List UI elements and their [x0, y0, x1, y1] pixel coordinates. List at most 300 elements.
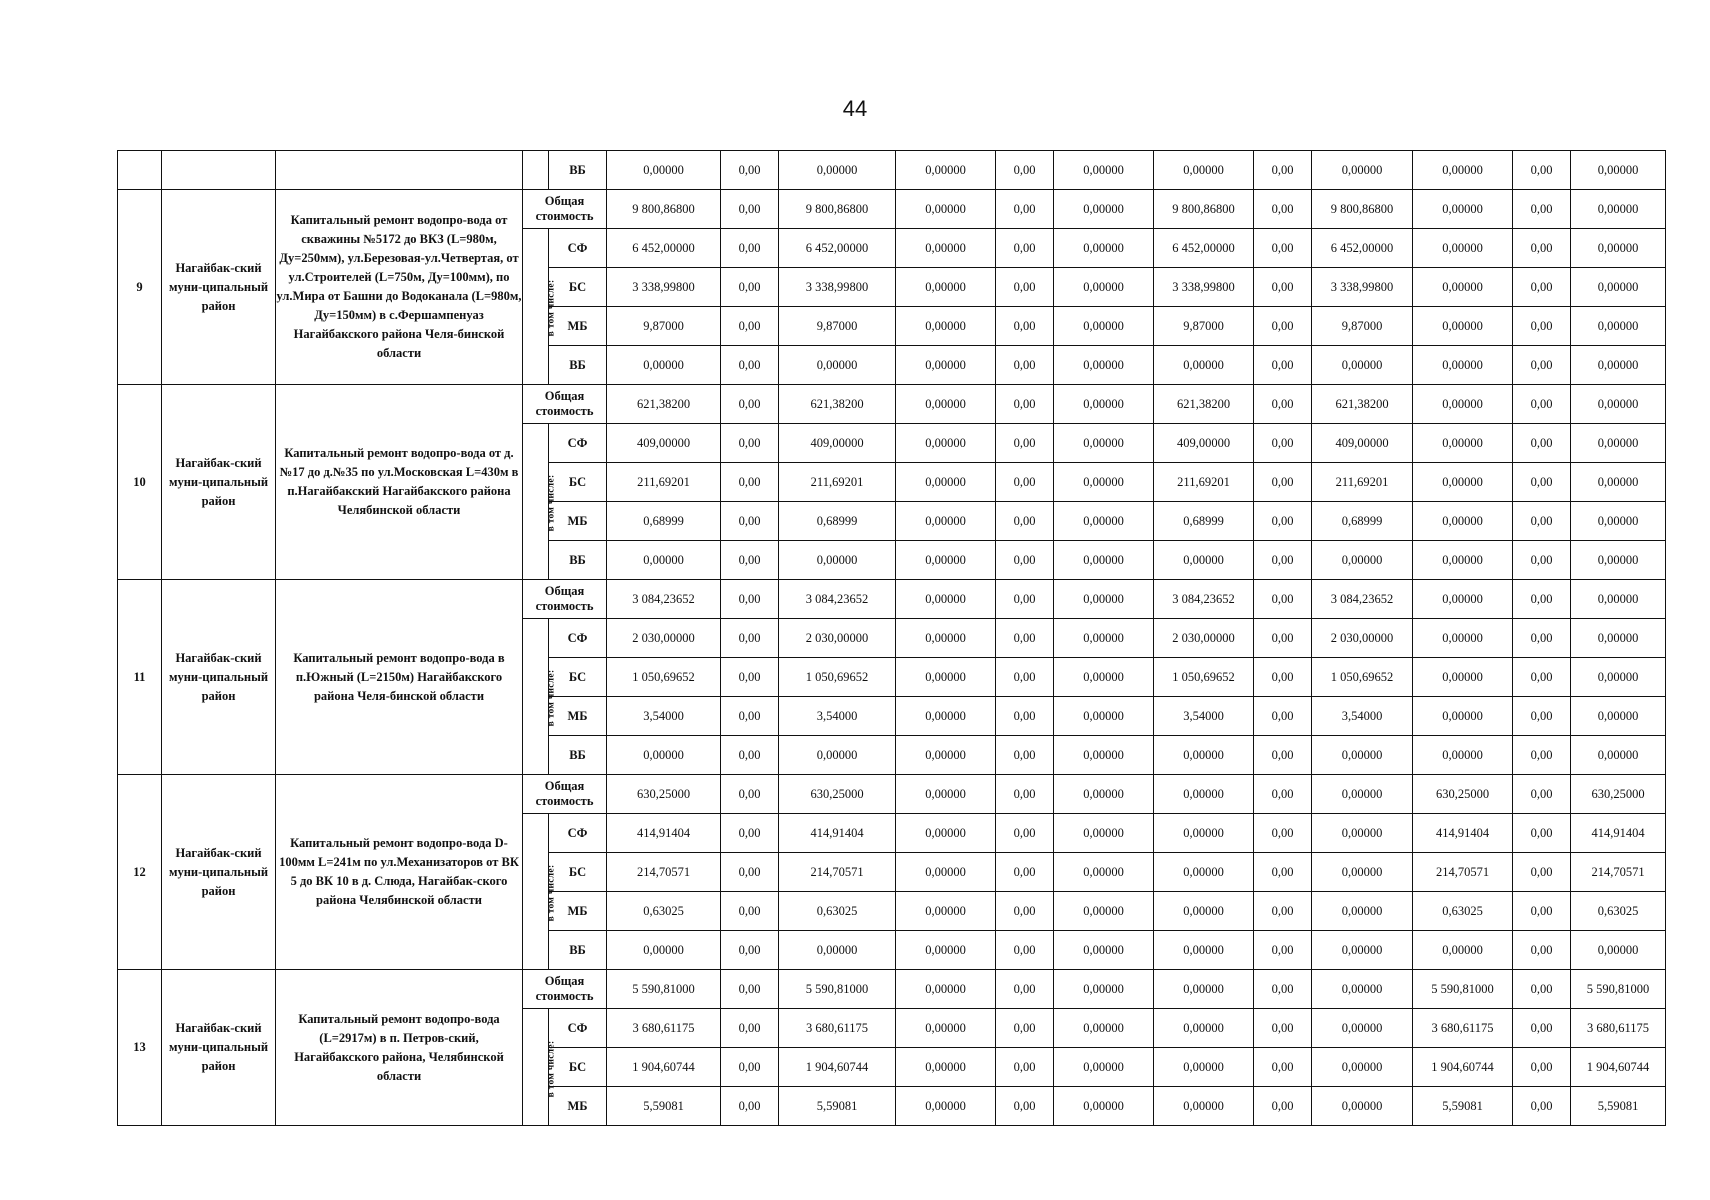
- including-label: в том числе:: [546, 669, 557, 727]
- district-name: Нагайбак-ский муни-ципальный район: [162, 190, 276, 385]
- value-cell: 0,00000: [1054, 502, 1154, 541]
- funding-source-label: МБ: [549, 1087, 607, 1126]
- value-cell: 0,00000: [1413, 697, 1513, 736]
- value-cell: 3 680,61175: [607, 1009, 721, 1048]
- empty-cell: [162, 151, 276, 190]
- value-cell: 0,00: [996, 502, 1054, 541]
- value-cell: 0,00: [1254, 619, 1312, 658]
- value-cell: 0,00000: [896, 1048, 996, 1087]
- value-cell: 0,00000: [1154, 1009, 1254, 1048]
- funding-source-label: ВБ: [549, 541, 607, 580]
- table-row: [118, 190, 1666, 229]
- including-label-cell: [523, 229, 557, 385]
- including-label-cell: [523, 814, 557, 970]
- value-cell: 0,00: [996, 307, 1054, 346]
- total-cost-label: Общая стоимость: [523, 775, 607, 814]
- value-cell: 0,00: [721, 502, 779, 541]
- value-cell: 3 084,23652: [607, 580, 721, 619]
- value-cell: 5 590,81000: [1571, 970, 1666, 1009]
- funding-source-label: ВБ: [549, 151, 607, 190]
- funding-source-label: МБ: [549, 307, 607, 346]
- value-cell: 211,69201: [1154, 463, 1254, 502]
- value-cell: 0,00000: [779, 151, 896, 190]
- value-cell: 0,63025: [607, 892, 721, 931]
- value-cell: 0,00000: [1571, 268, 1666, 307]
- funding-source-label: СФ: [549, 619, 607, 658]
- budget-table: [117, 150, 1666, 1126]
- funding-source-label: БС: [549, 463, 607, 502]
- value-cell: 3 084,23652: [1312, 580, 1413, 619]
- value-cell: 0,68999: [1154, 502, 1254, 541]
- district-name: Нагайбак-ский муни-ципальный район: [162, 580, 276, 775]
- value-cell: 0,00000: [896, 190, 996, 229]
- value-cell: 0,00000: [1154, 775, 1254, 814]
- value-cell: 9 800,86800: [779, 190, 896, 229]
- value-cell: 0,00000: [1054, 892, 1154, 931]
- value-cell: 0,00: [1254, 463, 1312, 502]
- value-cell: 0,00000: [1054, 619, 1154, 658]
- value-cell: 0,00000: [1312, 775, 1413, 814]
- value-cell: 0,00000: [1054, 268, 1154, 307]
- value-cell: 0,00000: [1154, 853, 1254, 892]
- value-cell: 0,00000: [1054, 541, 1154, 580]
- value-cell: 0,00: [721, 697, 779, 736]
- value-cell: 0,00000: [1571, 463, 1666, 502]
- value-cell: 0,00: [996, 619, 1054, 658]
- value-cell: 0,00: [1254, 307, 1312, 346]
- value-cell: 6 452,00000: [607, 229, 721, 268]
- value-cell: 214,70571: [1413, 853, 1513, 892]
- value-cell: 3 338,99800: [1154, 268, 1254, 307]
- value-cell: 0,00: [996, 190, 1054, 229]
- value-cell: 9,87000: [1154, 307, 1254, 346]
- value-cell: 0,00000: [1571, 619, 1666, 658]
- value-cell: 0,00: [1513, 1009, 1571, 1048]
- including-label: в том числе:: [546, 1040, 557, 1097]
- value-cell: 0,00000: [1154, 541, 1254, 580]
- value-cell: 0,00000: [1154, 346, 1254, 385]
- value-cell: 414,91404: [607, 814, 721, 853]
- district-name: Нагайбак-ский муни-ципальный район: [162, 775, 276, 970]
- row-number: 10: [118, 385, 162, 580]
- value-cell: 0,63025: [1571, 892, 1666, 931]
- value-cell: 0,00000: [1571, 658, 1666, 697]
- funding-source-label: БС: [549, 853, 607, 892]
- value-cell: 0,00000: [1054, 931, 1154, 970]
- funding-source-label: БС: [549, 1048, 607, 1087]
- empty-cell: [276, 151, 523, 190]
- value-cell: 0,00: [1254, 970, 1312, 1009]
- value-cell: 0,00: [996, 931, 1054, 970]
- value-cell: 0,00: [721, 1048, 779, 1087]
- value-cell: 0,00000: [1312, 931, 1413, 970]
- value-cell: 0,00: [1254, 853, 1312, 892]
- value-cell: 0,00: [1513, 541, 1571, 580]
- value-cell: 0,00000: [1054, 346, 1154, 385]
- value-cell: 0,00000: [896, 658, 996, 697]
- value-cell: 0,00: [996, 775, 1054, 814]
- funding-source-label: СФ: [549, 424, 607, 463]
- value-cell: 0,00000: [1154, 151, 1254, 190]
- value-cell: 0,00: [721, 268, 779, 307]
- value-cell: 0,00: [996, 346, 1054, 385]
- value-cell: 0,00: [996, 853, 1054, 892]
- value-cell: 0,00000: [1054, 814, 1154, 853]
- value-cell: 0,00000: [1571, 580, 1666, 619]
- table-row: [118, 970, 1666, 1009]
- value-cell: 0,00: [1513, 385, 1571, 424]
- value-cell: 5,59081: [1571, 1087, 1666, 1126]
- value-cell: 0,00: [721, 229, 779, 268]
- value-cell: 630,25000: [779, 775, 896, 814]
- value-cell: 0,00000: [896, 697, 996, 736]
- value-cell: 0,00000: [1054, 151, 1154, 190]
- value-cell: 2 030,00000: [607, 619, 721, 658]
- value-cell: 1 050,69652: [779, 658, 896, 697]
- empty-cell: [118, 151, 162, 190]
- value-cell: 3 084,23652: [779, 580, 896, 619]
- value-cell: 211,69201: [779, 463, 896, 502]
- value-cell: 0,00: [721, 541, 779, 580]
- value-cell: 0,00000: [1054, 853, 1154, 892]
- project-description: Капитальный ремонт водопро-вода от д.№17 до д.№35 по ул.Московская L=430м в п.Нагайбакский Нагайбакского района Челябинской области: [276, 385, 523, 580]
- value-cell: 0,00000: [1413, 931, 1513, 970]
- value-cell: 0,00000: [1571, 424, 1666, 463]
- value-cell: 0,00000: [1054, 1048, 1154, 1087]
- value-cell: 1 904,60744: [779, 1048, 896, 1087]
- value-cell: 621,38200: [607, 385, 721, 424]
- value-cell: 0,00: [1254, 268, 1312, 307]
- table-row: [118, 385, 1666, 424]
- value-cell: 0,00000: [1571, 697, 1666, 736]
- value-cell: 0,00: [1513, 853, 1571, 892]
- value-cell: 0,00000: [1054, 1009, 1154, 1048]
- value-cell: 0,00: [1513, 580, 1571, 619]
- value-cell: 0,00000: [1054, 775, 1154, 814]
- empty-cell: [523, 151, 549, 190]
- value-cell: 3 680,61175: [1413, 1009, 1513, 1048]
- table-row: [118, 580, 1666, 619]
- value-cell: 0,00: [1513, 190, 1571, 229]
- value-cell: 0,00000: [607, 736, 721, 775]
- value-cell: 0,00: [1513, 463, 1571, 502]
- project-description: Капитальный ремонт водопро-вода от скважины №5172 до ВКЗ (L=980м, Ду=250мм), ул.Березовая-ул.Четвертая, от ул.Строителей (L=750м, Ду=100мм), по ул.Мира от Башни до Водоканала (L=980м, Ду=150мм) в с.Фершампенуаз Нагайбакского района Челя-бинской области: [276, 190, 523, 385]
- value-cell: 0,00000: [1154, 1048, 1254, 1087]
- value-cell: 9 800,86800: [1312, 190, 1413, 229]
- value-cell: 0,00: [1254, 385, 1312, 424]
- value-cell: 0,00000: [1312, 853, 1413, 892]
- value-cell: 0,00: [721, 190, 779, 229]
- value-cell: 0,00: [1513, 814, 1571, 853]
- value-cell: 1 904,60744: [1571, 1048, 1666, 1087]
- value-cell: 0,00000: [1413, 268, 1513, 307]
- value-cell: 0,00: [1513, 892, 1571, 931]
- value-cell: 0,00: [1254, 346, 1312, 385]
- value-cell: 0,00: [1513, 1087, 1571, 1126]
- value-cell: 0,63025: [1413, 892, 1513, 931]
- value-cell: 0,00: [1254, 736, 1312, 775]
- value-cell: 0,68999: [607, 502, 721, 541]
- value-cell: 0,00000: [896, 151, 996, 190]
- value-cell: 0,00000: [1054, 697, 1154, 736]
- value-cell: 0,00000: [1571, 229, 1666, 268]
- value-cell: 0,00: [996, 385, 1054, 424]
- value-cell: 0,00000: [1054, 1087, 1154, 1126]
- value-cell: 0,00000: [1413, 502, 1513, 541]
- value-cell: 0,00: [1513, 268, 1571, 307]
- value-cell: 0,00: [1254, 775, 1312, 814]
- funding-source-label: МБ: [549, 502, 607, 541]
- value-cell: 0,00: [721, 1087, 779, 1126]
- value-cell: 0,68999: [1312, 502, 1413, 541]
- value-cell: 0,00: [1513, 151, 1571, 190]
- total-cost-label: Общая стоимость: [523, 580, 607, 619]
- value-cell: 0,00000: [896, 1009, 996, 1048]
- value-cell: 9,87000: [607, 307, 721, 346]
- value-cell: 0,00000: [1413, 424, 1513, 463]
- value-cell: 0,00000: [1571, 346, 1666, 385]
- value-cell: 0,00000: [1054, 229, 1154, 268]
- value-cell: 0,00: [996, 229, 1054, 268]
- value-cell: 0,00000: [1413, 463, 1513, 502]
- total-cost-label: Общая стоимость: [523, 385, 607, 424]
- funding-source-label: БС: [549, 658, 607, 697]
- value-cell: 0,00000: [896, 931, 996, 970]
- value-cell: 0,00: [1513, 931, 1571, 970]
- value-cell: 3 338,99800: [779, 268, 896, 307]
- value-cell: 0,00000: [1312, 541, 1413, 580]
- value-cell: 5,59081: [1413, 1087, 1513, 1126]
- value-cell: 211,69201: [607, 463, 721, 502]
- value-cell: 0,00: [1513, 1048, 1571, 1087]
- total-cost-label: Общая стоимость: [523, 970, 607, 1009]
- funding-source-label: ВБ: [549, 931, 607, 970]
- value-cell: 630,25000: [1413, 775, 1513, 814]
- value-cell: 0,00: [1513, 502, 1571, 541]
- value-cell: 0,00000: [1571, 307, 1666, 346]
- value-cell: 3 338,99800: [1312, 268, 1413, 307]
- value-cell: 0,00: [1254, 541, 1312, 580]
- value-cell: 5 590,81000: [779, 970, 896, 1009]
- value-cell: 0,00: [1254, 1087, 1312, 1126]
- value-cell: 409,00000: [1312, 424, 1413, 463]
- value-cell: 0,00000: [896, 229, 996, 268]
- value-cell: 3 084,23652: [1154, 580, 1254, 619]
- value-cell: 0,00: [721, 931, 779, 970]
- value-cell: 0,00: [1513, 346, 1571, 385]
- value-cell: 0,00000: [896, 463, 996, 502]
- value-cell: 1 050,69652: [1154, 658, 1254, 697]
- value-cell: 0,00000: [1413, 151, 1513, 190]
- district-name: Нагайбак-ский муни-ципальный район: [162, 385, 276, 580]
- value-cell: 0,00000: [607, 931, 721, 970]
- project-description: Капитальный ремонт водопро-вода D-100мм L=241м по ул.Механизаторов от ВК 5 до ВК 10 в д. Слюда, Нагайбак-ского района Челябинской области: [276, 775, 523, 970]
- value-cell: 0,00000: [1154, 970, 1254, 1009]
- value-cell: 0,00000: [1312, 970, 1413, 1009]
- value-cell: 0,00000: [896, 775, 996, 814]
- value-cell: 0,00: [1513, 307, 1571, 346]
- value-cell: 0,00000: [1413, 541, 1513, 580]
- value-cell: 0,00: [996, 1048, 1054, 1087]
- value-cell: 0,00: [1254, 229, 1312, 268]
- value-cell: 0,00000: [1413, 346, 1513, 385]
- budget-body: [118, 151, 1666, 1126]
- value-cell: 0,00: [1254, 814, 1312, 853]
- value-cell: 211,69201: [1312, 463, 1413, 502]
- value-cell: 0,00: [996, 1087, 1054, 1126]
- value-cell: 621,38200: [779, 385, 896, 424]
- page-number: 44: [842, 96, 868, 121]
- value-cell: 414,91404: [1413, 814, 1513, 853]
- value-cell: 414,91404: [779, 814, 896, 853]
- value-cell: 0,00: [996, 892, 1054, 931]
- value-cell: 0,00000: [1571, 151, 1666, 190]
- value-cell: 0,00000: [1312, 1009, 1413, 1048]
- value-cell: 0,00000: [1312, 814, 1413, 853]
- value-cell: 0,00000: [1054, 658, 1154, 697]
- value-cell: 409,00000: [779, 424, 896, 463]
- value-cell: 0,00: [1254, 190, 1312, 229]
- value-cell: 0,00: [1513, 775, 1571, 814]
- value-cell: 0,00000: [896, 385, 996, 424]
- value-cell: 0,00: [1513, 229, 1571, 268]
- value-cell: 621,38200: [1312, 385, 1413, 424]
- value-cell: 0,00000: [1154, 892, 1254, 931]
- value-cell: 0,00000: [896, 307, 996, 346]
- value-cell: 0,63025: [779, 892, 896, 931]
- value-cell: 0,00000: [1154, 814, 1254, 853]
- value-cell: 0,00000: [779, 346, 896, 385]
- value-cell: 0,00: [721, 580, 779, 619]
- value-cell: 0,00000: [607, 346, 721, 385]
- value-cell: 0,00000: [1413, 229, 1513, 268]
- value-cell: 0,00: [996, 736, 1054, 775]
- value-cell: 0,00000: [607, 151, 721, 190]
- value-cell: 0,00: [996, 463, 1054, 502]
- value-cell: 0,00: [996, 697, 1054, 736]
- value-cell: 1 050,69652: [607, 658, 721, 697]
- value-cell: 0,00000: [896, 502, 996, 541]
- funding-source-label: МБ: [549, 892, 607, 931]
- value-cell: 3,54000: [607, 697, 721, 736]
- table-row: [118, 151, 1666, 190]
- row-number: 11: [118, 580, 162, 775]
- value-cell: 1 050,69652: [1312, 658, 1413, 697]
- value-cell: 0,00000: [779, 736, 896, 775]
- value-cell: 0,00: [996, 814, 1054, 853]
- including-label-cell: [523, 619, 557, 775]
- row-number: 12: [118, 775, 162, 970]
- value-cell: 0,00000: [896, 1087, 996, 1126]
- including-label: в том числе:: [546, 474, 557, 532]
- value-cell: 409,00000: [1154, 424, 1254, 463]
- value-cell: 0,00000: [779, 931, 896, 970]
- value-cell: 0,00000: [1054, 463, 1154, 502]
- value-cell: 0,00000: [1571, 502, 1666, 541]
- value-cell: 0,00000: [1312, 1087, 1413, 1126]
- value-cell: 6 452,00000: [1312, 229, 1413, 268]
- value-cell: 0,00: [721, 814, 779, 853]
- value-cell: 0,00000: [896, 541, 996, 580]
- project-description: Капитальный ремонт водопро-вода (L=2917м) в п. Петров-ский, Нагайбакского района, Челябинской области: [276, 970, 523, 1126]
- value-cell: 0,00000: [1054, 424, 1154, 463]
- value-cell: 0,00000: [896, 814, 996, 853]
- funding-source-label: СФ: [549, 814, 607, 853]
- value-cell: 0,00: [996, 970, 1054, 1009]
- value-cell: 9 800,86800: [607, 190, 721, 229]
- value-cell: 0,00: [1254, 931, 1312, 970]
- value-cell: 0,00: [1513, 658, 1571, 697]
- value-cell: 0,68999: [779, 502, 896, 541]
- value-cell: 0,00: [996, 268, 1054, 307]
- value-cell: 0,00: [721, 619, 779, 658]
- value-cell: 5,59081: [779, 1087, 896, 1126]
- value-cell: 1 904,60744: [607, 1048, 721, 1087]
- value-cell: 0,00000: [1054, 307, 1154, 346]
- value-cell: 0,00000: [1413, 580, 1513, 619]
- value-cell: 0,00000: [1312, 1048, 1413, 1087]
- value-cell: 0,00: [996, 580, 1054, 619]
- value-cell: 0,00: [1254, 580, 1312, 619]
- funding-source-label: СФ: [549, 1009, 607, 1048]
- value-cell: 0,00000: [1413, 190, 1513, 229]
- value-cell: 0,00000: [1312, 892, 1413, 931]
- value-cell: 0,00: [1254, 892, 1312, 931]
- value-cell: 3 338,99800: [607, 268, 721, 307]
- value-cell: 0,00: [1513, 970, 1571, 1009]
- value-cell: 0,00: [996, 151, 1054, 190]
- value-cell: 0,00000: [1571, 541, 1666, 580]
- value-cell: 0,00000: [1312, 346, 1413, 385]
- value-cell: 0,00000: [1054, 190, 1154, 229]
- value-cell: 0,00: [1254, 1009, 1312, 1048]
- value-cell: 0,00000: [1154, 736, 1254, 775]
- value-cell: 0,00000: [896, 268, 996, 307]
- funding-source-label: ВБ: [549, 736, 607, 775]
- funding-source-label: ВБ: [549, 346, 607, 385]
- value-cell: 0,00: [721, 853, 779, 892]
- funding-source-label: БС: [549, 268, 607, 307]
- value-cell: 0,00: [721, 424, 779, 463]
- value-cell: 0,00: [1254, 658, 1312, 697]
- value-cell: 0,00000: [896, 580, 996, 619]
- value-cell: 0,00000: [896, 346, 996, 385]
- row-number: 9: [118, 190, 162, 385]
- value-cell: 414,91404: [1571, 814, 1666, 853]
- value-cell: 630,25000: [1571, 775, 1666, 814]
- value-cell: 0,00000: [779, 541, 896, 580]
- value-cell: 6 452,00000: [1154, 229, 1254, 268]
- value-cell: 630,25000: [607, 775, 721, 814]
- value-cell: 0,00000: [607, 541, 721, 580]
- including-label: в том числе:: [546, 864, 557, 922]
- including-label: в том числе:: [546, 279, 557, 337]
- value-cell: 0,00000: [896, 424, 996, 463]
- value-cell: 0,00: [721, 385, 779, 424]
- value-cell: 0,00000: [896, 970, 996, 1009]
- value-cell: 0,00: [1513, 697, 1571, 736]
- value-cell: 0,00000: [1312, 736, 1413, 775]
- value-cell: 214,70571: [607, 853, 721, 892]
- value-cell: 5 590,81000: [1413, 970, 1513, 1009]
- value-cell: 0,00: [996, 424, 1054, 463]
- value-cell: 9 800,86800: [1154, 190, 1254, 229]
- value-cell: 0,00: [996, 658, 1054, 697]
- value-cell: 0,00000: [896, 853, 996, 892]
- value-cell: 0,00000: [1413, 736, 1513, 775]
- value-cell: 0,00000: [1413, 619, 1513, 658]
- value-cell: 0,00000: [1054, 736, 1154, 775]
